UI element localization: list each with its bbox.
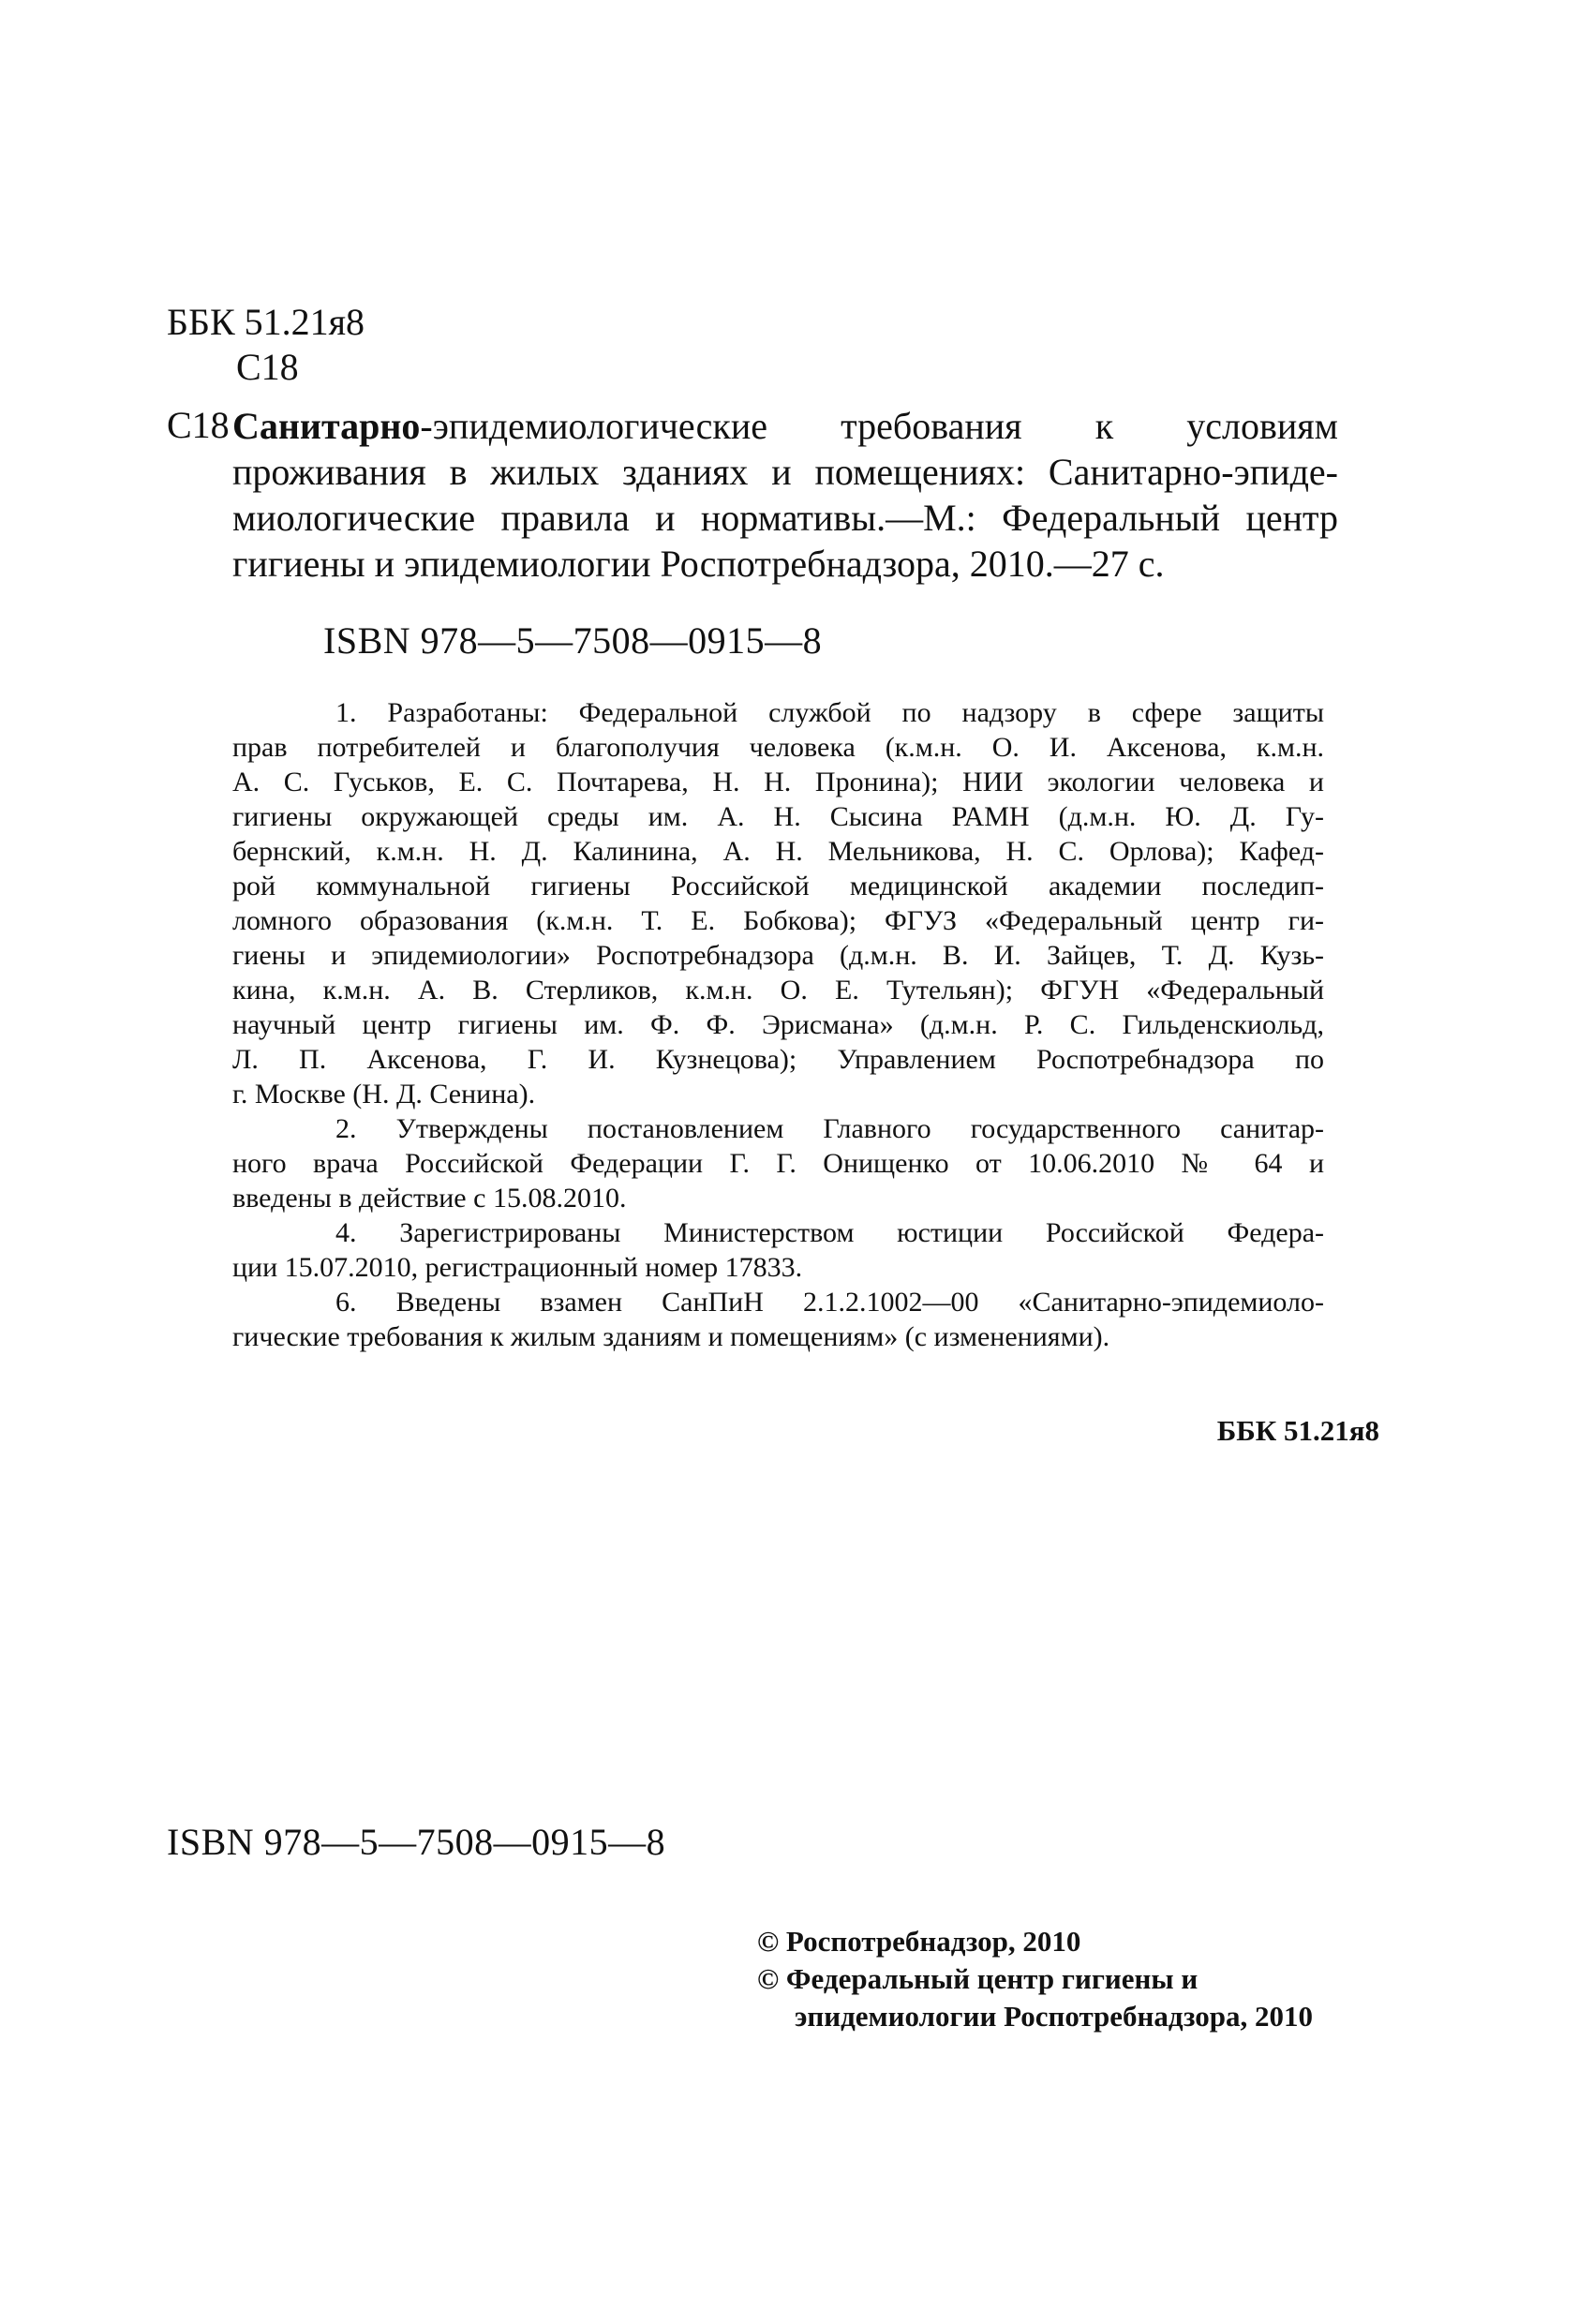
- author-code-top: С18: [236, 346, 299, 388]
- note-line: гигиены окружающей среды им. А. Н. Сысина РАМН (д.м.н. Ю. Д. Гу-: [232, 801, 1324, 832]
- bibliographic-record: [232, 403, 1338, 587]
- note-line: бернский, к.м.н. Н. Д. Калинина, А. Н. Мельникова, Н. С. Орлова); Кафед-: [232, 836, 1324, 867]
- note-line: Л. П. Аксенова, Г. И. Кузнецова); Управлением Роспотребнадзора по: [232, 1044, 1324, 1075]
- note-line: ного врача Российской Федерации Г. Г. Онищенко от 10.06.2010 № 64 и: [232, 1148, 1324, 1179]
- note-line: прав потребителей и благополучия человека (к.м.н. О. И. Аксенова, к.м.н.: [232, 732, 1324, 763]
- note-line: гические требования к жилым зданиям и помещениям» (с изменениями).: [232, 1321, 1110, 1352]
- copyright-block: [757, 1923, 1313, 2035]
- note-registered: [232, 1215, 1324, 1285]
- record-line-4: гигиены и эпидемиологии Роспотребнадзора, 2010.—27 с.: [232, 543, 1165, 585]
- copyright-line-2: © Федеральный центр гигиены и: [757, 1962, 1198, 1995]
- note-line: рой коммунальной гигиены Российской медицинской академии последип-: [232, 871, 1324, 901]
- isbn-middle: ISBN 978—5—7508—0915—8: [323, 619, 823, 662]
- record-line-2: проживания в жилых зданиях и помещениях: Санитарно-эпиде-: [232, 451, 1338, 493]
- note-line: 1. Разработаны: Федеральной службой по надзору в сфере защиты: [335, 697, 1324, 728]
- note-line: кина, к.м.н. А. В. Стерликов, к.м.н. О. Е. Тутельян); ФГУН «Федеральный: [232, 975, 1324, 1006]
- bbk-classification-top: ББК 51.21я8: [167, 301, 365, 343]
- note-line: гиены и эпидемиологии» Роспотребнадзора (д.м.н. В. И. Зайцев, Т. Д. Кузь-: [232, 940, 1324, 971]
- record-line-1: [129, 403, 1338, 449]
- note-line: 2. Утверждены постановлением Главного государственного санитар-: [335, 1113, 1324, 1144]
- note-line: г. Москве (Н. Д. Сенина).: [232, 1079, 536, 1110]
- isbn-bottom: ISBN 978—5—7508—0915—8: [167, 1821, 666, 1863]
- record-title-rest: -эпидемиологические требования к условиям: [420, 405, 1338, 447]
- note-line: введены в действие с 15.08.2010.: [232, 1183, 627, 1214]
- note-line: 6. Введены взамен СанПиН 2.1.2.1002—00 «Санитарно-эпидемиоло-: [335, 1287, 1324, 1318]
- bbk-classification-bottom: ББК 51.21я8: [1216, 1414, 1379, 1447]
- note-line: научный центр гигиены им. Ф. Ф. Эрисмана» (д.м.н. Р. С. Гильденскиольд,: [232, 1009, 1324, 1040]
- note-line: ции 15.07.2010, регистрационный номер 17833.: [232, 1252, 803, 1283]
- note-replaces: [232, 1285, 1324, 1354]
- notes-section: [232, 695, 1324, 1354]
- author-code-record: С18: [167, 404, 230, 446]
- copyright-line-3: эпидемиологии Роспотребнадзора, 2010: [795, 2000, 1313, 2033]
- note-line: А. С. Гуськов, Е. С. Почтарева, Н. Н. Пронина); НИИ экологии человека и: [232, 767, 1324, 797]
- note-line: 4. Зарегистрированы Министерством юстиции Российской Федера-: [335, 1217, 1324, 1248]
- record-title-bold: Санитарно: [232, 405, 421, 447]
- note-developers: [232, 695, 1324, 1111]
- note-approved: [232, 1111, 1324, 1215]
- copyright-line-1: © Роспотребнадзор, 2010: [757, 1925, 1081, 1958]
- record-line-3: миологические правила и нормативы.—М.: Федеральный центр: [232, 497, 1338, 539]
- note-line: ломного образования (к.м.н. Т. Е. Бобкова); ФГУЗ «Федеральный центр ги-: [232, 905, 1324, 936]
